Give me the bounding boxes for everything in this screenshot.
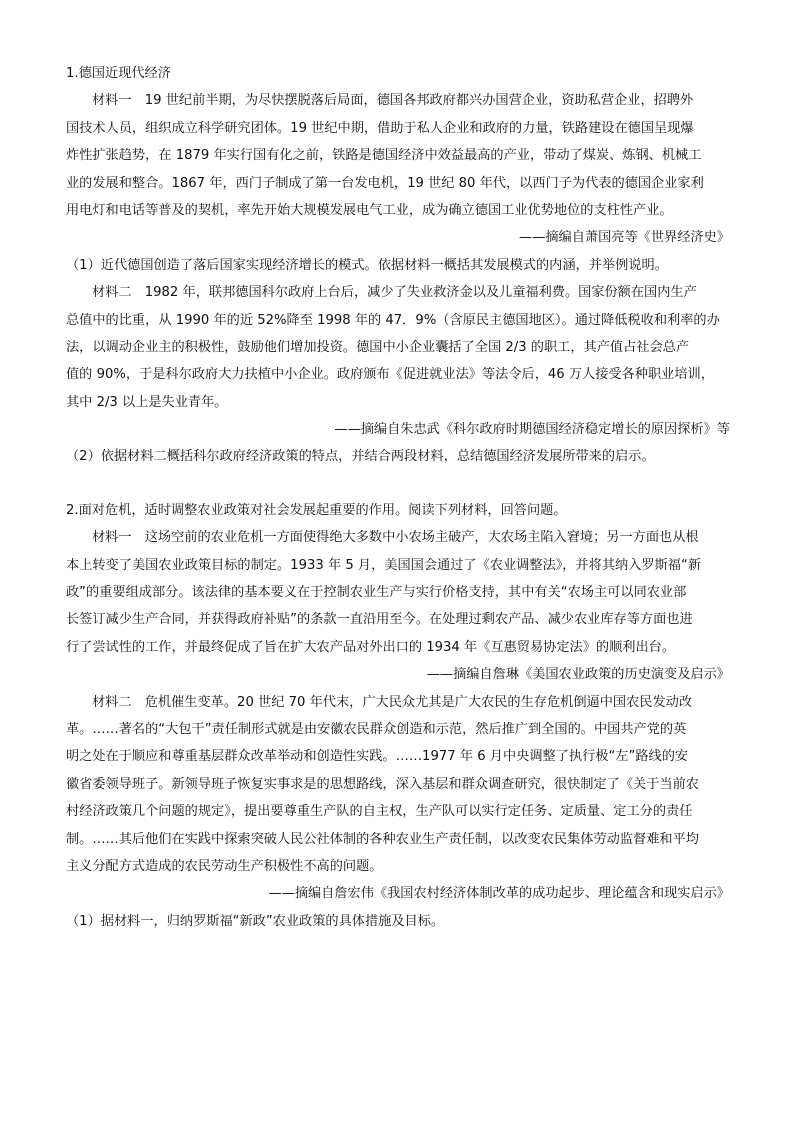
paragraph-line: 本上转变了美国农业政策目标的制定。1933 年 5 月，美国国会通过了《农业调整法》，并将其纳入罗斯福“新: [66, 557, 702, 573]
section1-title: 1.德国近现代经济: [66, 66, 171, 81]
paragraph-line: 长签订减少生产合同，并获得政府补贴”的条款一直沿用至今。在处理过剩农产品、减少农业库存等方面也进: [66, 612, 693, 628]
paragraph-line: 行了尝试性的工作，并最终促成了旨在扩大农产品对外出口的 1934 年《互惠贸易协定法》的顺利出台。: [66, 639, 676, 655]
paragraph-line: 明之处在于顺应和尊重基层群众改革举动和创造性实践。……1977 年 6 月中央调整了执行极“左”路线的安: [66, 749, 689, 765]
source-citation: ——摘编自詹宏伟《我国农村经济体制改革的成功起步、理论蕴含和现实启示》: [268, 886, 730, 902]
paragraph-line: 炸性扩张趋势，在 1879 年实行国有化之前，铁路是德国经济中效益最高的产业，带动了煤炭、炼钢、机械工: [66, 148, 702, 164]
paragraph-line: 国技术人员，组织成立科学研究团体。19 世纪中期，借助于私人企业和政府的力量，铁路建设在德国呈现爆: [66, 120, 694, 136]
question-text: （1）近代德国创造了落后国家实现经济增长的模式。依据材料一概括其发展模式的内涵，并举例说明。: [66, 257, 668, 273]
paragraph-line: 革。……著名的“大包干”责任制形式就是由安徽农民群众创造和示范，然后推广到全国的。中国共产党的英: [66, 721, 687, 737]
paragraph-line: 用电灯和电话等普及的契机，率先开始大规模发展电气工业，成为确立德国工业优势地位的支柱性产业。: [66, 202, 673, 218]
source-citation: ——摘编自萧国亮等《世界经济史》: [519, 230, 730, 246]
paragraph-line: 材料一 19 世纪前半期，为尽快摆脱落后局面，德国各邦政府都兴办国营企业，资助私营企业，招聘外: [92, 93, 694, 109]
section-spacer: [66, 471, 730, 497]
paragraph-line: 村经济政策几个问题的规定》，提出要尊重生产队的自主权，生产队可以实行定任务、定质量、定工分的责任: [66, 804, 693, 820]
paragraph-line: 总值中的比重，从 1990 年的近 52%降至 1998 年的 47．9%（含原民主德国地区）。通过降低税收和利率的办: [66, 312, 720, 328]
paragraph-line: 主义分配方式造成的农民劳动生产积极性不高的问题。: [66, 858, 383, 874]
section2-material2: [66, 689, 730, 881]
document-body: [66, 60, 730, 935]
paragraph-line: 徽省委领导班子。新领导班子恢复实事求是的思想路线，深入基层和群众调查研究，很快制定了《关于当前农: [66, 776, 699, 792]
question-text: （2）依据材料二概括科尔政府经济政策的特点，并结合两段材料，总结德国经济发展所带来的启示。: [66, 449, 655, 465]
paragraph-line: 材料二 危机催生变革。20 世纪 70 年代末，广大民众尤其是广大农民的生存危机倒逼中国农民发动改: [92, 694, 693, 710]
section2-material1: [66, 524, 730, 661]
section1-material1: [66, 87, 730, 224]
paragraph-line: 材料二 1982 年，联邦德国科尔政府上台后，减少了失业救济金以及儿童福利费。国家份额在国内生产: [92, 285, 697, 301]
source-citation: ——摘编自詹琳《美国农业政策的历史演变及启示》: [426, 667, 730, 683]
paragraph-line: 材料一 这场空前的农业危机一方面使得绝大多数中小农场主破产，大农场主陷入窘境；另一方面也从根: [92, 530, 699, 546]
paragraph-line: 业的发展和整合。1867 年，西门子制成了第一台发电机，19 世纪 80 年代，以西门子为代表的德国企业家利: [66, 175, 704, 191]
question-text: （1）据材料一，归纳罗斯福“新政”农业政策的具体措施及目标。: [66, 913, 445, 929]
paragraph-line: 法，以调动企业主的积极性，鼓励他们增加投资。德国中小企业囊括了全国 2/3 的职工，其产值占社会总产: [66, 339, 690, 355]
paragraph-line: 政”的重要组成部分。该法律的基本要义在于控制农业生产与实行价格支持，其中有关“农场主可以同农业部: [66, 585, 687, 601]
section2-title: 2.面对危机，适时调整农业政策对社会发展起重要的作用。阅读下列材料，回答问题。: [66, 502, 567, 518]
section1-material2: [66, 279, 730, 416]
paragraph-line: 值的 90%，于是科尔政府大力扶植中小企业。政府颁布《促进就业法》等法令后，46 万人接受各种职业培训，: [66, 367, 714, 383]
paragraph-line: 其中 2/3 以上是失业青年。: [66, 394, 228, 410]
paragraph-line: 制。……其后他们在实践中探索突破人民公社体制的各种农业生产责任制，以改变农民集体劳动监督难和平均: [66, 831, 699, 847]
source-citation: ——摘编自朱忠武《科尔政府时期德国经济稳定增长的原因探析》等: [334, 422, 730, 438]
